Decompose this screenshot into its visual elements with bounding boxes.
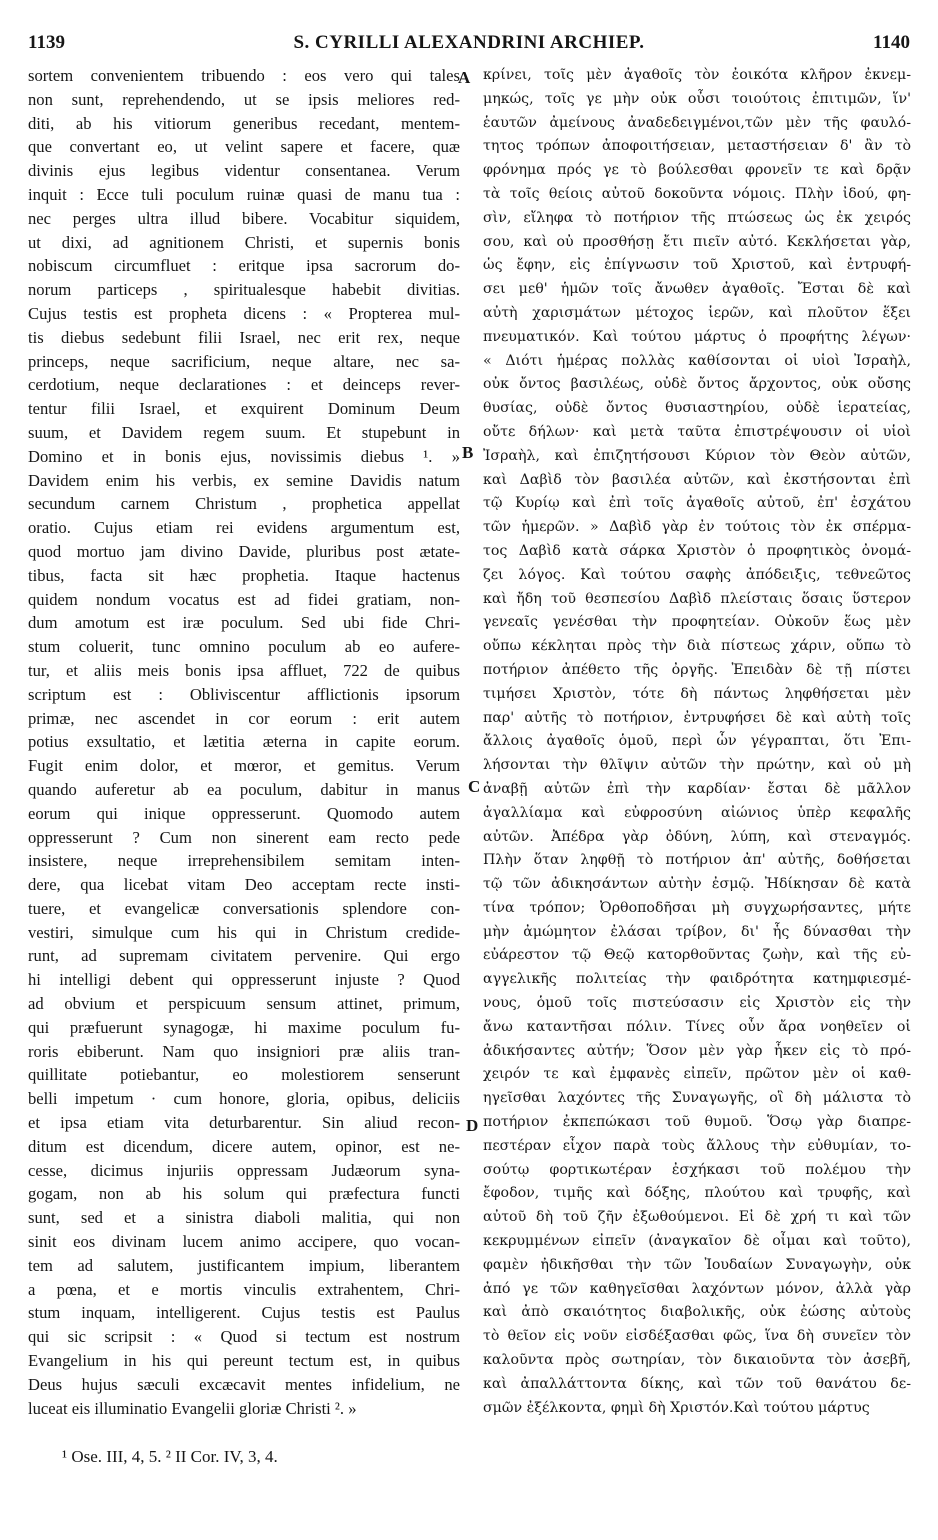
greek-text-line: σου, καὶ οὐ προσθήσῃ ἔτι πιεῖν αὐτό. Κεκλήσεται γὰρ,	[483, 233, 911, 250]
right-column-number: 1140	[873, 32, 910, 53]
greek-text-line: τίνα τρόπον; Ὀρθοποδῆσαι μὴ συγχωρήσαντες, μήτε	[483, 899, 911, 916]
latin-text-line: Evangelium in his qui pereunt tectum est, in quibus	[28, 1351, 460, 1371]
latin-text-line: suum, et Davidem regem suum. Et stupebunt in	[28, 422, 460, 442]
latin-text-line: et ipsa etiam vita deturbarentur. Sin aliud recon-	[28, 1113, 460, 1133]
greek-text-line: κρίνει, τοῖς μὲν ἀγαθοῖς τὸν ἐοικότα κλῆρον ἐκνεμ-	[483, 67, 911, 83]
greek-text-line: ἀδικήσαντες αὐτήν; Ὅσον μὲν γὰρ ἧκεν εἰς τὸ πρό-	[483, 1042, 911, 1059]
latin-text-line: quando auferetur ab ea poculum, dabitur in manus	[28, 779, 460, 799]
latin-text-line: divinis ejus legibus videntur consentanea. Verum	[28, 161, 460, 181]
latin-text-line: Davidem enim his verbis, ex semine Davidis natum	[28, 470, 460, 490]
latin-text-line: tem ad salutem, justificantem impium, liberantem	[28, 1255, 460, 1275]
greek-text-line: κεκρυμμένων εἰπεῖν (ἀναγκαῖον δὲ οἶμαι καὶ τοῦτο),	[483, 1233, 911, 1250]
latin-text-line: Cujus testis est propheta dicens : « Propterea mul-	[28, 303, 460, 323]
latin-text-line: stum coluerit, tunc omnino poculum ab eo aufere-	[28, 637, 460, 657]
latin-text-line: Deus hujus sæculi excæcavit mentes infidelium, ne	[28, 1374, 460, 1394]
latin-text-line: quod mortuo jam divino Davide, pluribus post ætate-	[28, 541, 460, 561]
greek-text-line: εὐάρεστον τῷ Θεῷ κατορθοῦντας ζωὴν, καὶ τῆς εὐ-	[483, 947, 911, 964]
greek-text-line: χειρόν τε καὶ ἐμφανὲς εἰπεῖν, πρῶτον μὲν οἱ καθ-	[483, 1066, 911, 1083]
greek-text-line: πνευματικόν. Καὶ τούτου μάρτυς ὁ προφήτης λέγων·	[483, 328, 911, 345]
latin-text-line: inquit : Ecce tuli poculum ruinæ quasi de manu tua :	[28, 184, 460, 204]
greek-text-line: σει μεθ' ἡμῶν τοῖς ἄνωθεν ἀγαθοῖς. Ἔσται δὲ καὶ	[483, 281, 911, 298]
greek-text-line: οὔπω κέκληται πρὸς τὴν διὰ πίστεως χάριν, οὔπω τὸ	[483, 638, 911, 655]
latin-text-line: tis diebus sedebunt filii Israel, nec erit rex, neque	[28, 327, 460, 347]
greek-text-line: τῷ Κυρίῳ καὶ ἐπὶ τοῖς ἀγαθοῖς αὐτοῦ, ἐπ' ἐσχάτου	[483, 495, 911, 512]
latin-column	[28, 64, 460, 1420]
greek-text-line: ζει λόγος. Καὶ τούτου σαφὴς ἀπόδειξις, τεθνεῶτος	[483, 566, 911, 583]
greek-text-line: σούτῳ φορτικωτέραν ἐσχήκασι τοῦ πολέμου τὴν	[483, 1161, 911, 1178]
greek-text-line: αὐτῶν. Ἀπέδρα γὰρ ὀδύνη, λύπη, καὶ στεναγμός.	[483, 828, 911, 845]
latin-text-line: ad obvium et perspicuum sensum attinet, primum,	[28, 994, 460, 1014]
greek-text-line: αγγελικῆς πολιτείας τὴν φαιδρότητα κατημφιεσμέ-	[483, 971, 911, 988]
running-title: S. CYRILLI ALEXANDRINI ARCHIEP.	[293, 32, 645, 53]
latin-text-line: diti, ab his vitiorum generibus recedant, mentem-	[28, 113, 460, 133]
latin-text-line: princeps, neque sacrificium, neque altare, nec sa-	[28, 351, 460, 371]
greek-text-line: τῶν ἡμερῶν. » Δαβὶδ γὰρ ἐν τούτοις τὸν ἐκ σπέρμα-	[483, 519, 911, 536]
latin-text-line: ut dixi, ad agnitionem Christi, et supernis bonis	[28, 232, 460, 252]
latin-text-line: ditum est dicendum, dicere autem, opinor, est ne-	[28, 1136, 460, 1156]
latin-text-line: tibus, facta sit hæc prophetia. Itaque hactenus	[28, 565, 460, 585]
latin-text-line: quidem nondum vocatus est ad fidei gratiam, non-	[28, 589, 460, 609]
greek-text-line: μηκώς, τοῖς γε μὴν οὐκ οὖσι τοιούτοις ἐπιτιμῶν, ἵν'	[483, 90, 911, 107]
latin-text-line: secundum carnem Christum , prophetica appellat	[28, 494, 460, 514]
latin-text-line: oppresserunt ? Cum non sinerent eam recto pede	[28, 827, 460, 847]
greek-text-line: τὰ τοῖς θείοις αὐτοῦ δοκοῦντα νόμοις. Πλὴν ἰδού, φη-	[483, 185, 911, 202]
latin-text-line: roris ebiberunt. Nam quo insigniori præ aliis tran-	[28, 1041, 460, 1061]
greek-text-line: ὡς ἔφην, εἰς ἐπίγνωσιν τοῦ Χριστοῦ, καὶ ἐντρυφή-	[483, 257, 911, 274]
latin-text-line: sinit eos divinam lucem animo accipere, quo vocan-	[28, 1232, 460, 1252]
latin-text-line: scriptum est : Obliviscentur afflictionis ipsorum	[28, 684, 460, 704]
greek-text-line: καὶ Δαβὶδ τὸν βασιλέα αὐτῶν, καὶ ἐκστήσονται ἐπὶ	[483, 471, 911, 488]
margin-marker-a: A	[458, 68, 471, 87]
greek-text-line: νους, ὁμοῦ τοῖς πιστεύσασιν εἰς Χριστὸν εἰς τὴν	[483, 995, 911, 1012]
greek-text-line: μὴν ἀμώμητον ἐλάσαι τρίβον, δι' ἧς δύνασθαι τὴν	[483, 923, 911, 940]
latin-text-line: a pœna, et e mortis vinculis extrahentem, Chri-	[28, 1279, 460, 1299]
greek-text-line: σὶν, εἴληφα τὸ ποτήριον τῆς πτώσεως ὡς ἐκ χειρός	[483, 209, 911, 226]
latin-text-line: luceat eis illuminatio Evangelii gloriæ Christi ². »	[28, 1398, 357, 1418]
greek-text-line: ποτήριον ἐκπεπώκασι τοῦ θυμοῦ. Ὅσῳ γὰρ διαπρε-	[483, 1114, 911, 1131]
greek-column	[483, 64, 911, 1420]
greek-text-line: Ἰσραὴλ, καὶ ἐπιζητήσουσι Κύριον τὸν Θεὸν αὐτῶν,	[483, 447, 911, 464]
greek-text-line: ἄνω καταντῆσαι πόλιν. Τίνες οὖν ἄρα νοηθεῖεν οἱ	[483, 1018, 911, 1035]
latin-text-line: tur, et aliis meis bonis ipsa affluet, 722 de quibus	[28, 660, 460, 680]
latin-text-line: Fugit enim dolor, et mœror, et gemitus. Verum	[28, 756, 460, 776]
latin-text-line: gogam, non ab his solum qui præfectura functi	[28, 1184, 460, 1204]
latin-text-line: stum inquam, intelligerent. Cujus testis est Paulus	[28, 1303, 460, 1323]
page-header	[28, 28, 910, 62]
greek-text-line: τητος τρόπων ἀποφοιτήσειαν, μεταστήσειαν δ' ἂν τὸ	[483, 138, 911, 155]
latin-text-line: nobiscum circumfluet : eritque ipsa sacrorum do-	[28, 256, 460, 276]
margin-marker-c: C	[468, 777, 481, 796]
greek-text-line: τιμήσει Χριστὸν, τότε δὴ πάντως ληφθήσεται μὲν	[483, 685, 911, 702]
latin-text-line: nec perges ultra illud bibere. Vocabitur siquidem,	[28, 208, 460, 228]
margin-marker-d: D	[466, 1116, 479, 1135]
latin-text-line: dere, qua licebat vitam Deo acceptam recte insti-	[28, 875, 460, 895]
greek-text-line: ἑαυτῶν ἀμείνους ἀναδεδειγμένοι,τῶν μὲν τῆς φαυλό-	[483, 114, 911, 131]
greek-text-line: πεστέραν εἶχον παρὰ τοὺς ἄλλους τὴν εὐθυμίαν, το-	[483, 1137, 911, 1154]
greek-text-line: τῷ τῶν ἀδικησάντων αὐτὴν ἐσμῷ. Ἠδίκησαν δὲ κατὰ	[483, 876, 911, 893]
latin-text-line: sunt, sed et a sinistra diaboli malitia, qui non	[28, 1208, 460, 1228]
greek-text-line: καὶ ἀπὸ σκαιότητος διαβολικῆς, οὐκ ἐώσης αὐτοὺς	[483, 1304, 911, 1321]
latin-text-line: dum amotum est iræ poculum. Sed ubi fide Chri-	[28, 613, 460, 633]
latin-text-line: vestiri, simulque cum his qui in Christum credide-	[28, 922, 460, 942]
latin-text-line: que convertant eo, ut velint sapere et facere, quæ	[28, 137, 460, 157]
greek-text-line: ἀγαλλίαμα καὶ εὐφροσύνη αἰώνιος ὑπὲρ κεφαλῆς	[483, 804, 911, 821]
greek-text-line: ἀπό γε τῶν καθηγεῖσθαι λαχόντων μόνον, ἀλλὰ γὰρ	[483, 1280, 911, 1297]
latin-text-line: potius exsultatio, et lætitia æterna in capite eorum.	[28, 732, 460, 752]
greek-text-line: αὐτὴ χαρισμάτων μέτοχος ἱερῶν, καὶ πλοῦτον ἕξει	[483, 304, 911, 321]
left-column-number: 1139	[28, 32, 65, 53]
latin-text-line: non sunt, reprehendendo, ut se ipsis meliores red-	[28, 89, 460, 109]
greek-text-line: παρ' αὐτῆς τὸ ποτήριον, ἐντρυφήσει δὲ καὶ αὐτὴ τοῖς	[483, 709, 911, 726]
greek-text-line: λήσονται τὴν θλῖψιν αὐτῶν τὴν πρώτην, καὶ οὐ μὴ	[483, 757, 911, 774]
margin-marker-b: B	[462, 443, 474, 462]
latin-text-line: belli impetum · cum honore, gloria, opibus, deliciis	[28, 1089, 460, 1109]
latin-text-line: cesse, dicimus injuriis oppressam Judæorum syna-	[28, 1160, 460, 1180]
latin-text-line: tuere, et evangelicæ conversationis splendore con-	[28, 898, 460, 918]
greek-text-line: καλοῦντα πρὸς σωτηρίαν, τὸν δικαιοῦντα τὸν ἀσεβῆ,	[483, 1352, 911, 1369]
latin-text-line: tentur filii Israel, et exquirent Dominum Deum	[28, 399, 460, 419]
latin-text-line: eorum qui inique oppresserunt. Quomodo autem	[28, 803, 460, 823]
greek-text-line: τὸ θεῖον εἰς νοῦν εἰσδέξασθαι φῶς, ἵνα δὴ συνεῖεν τὸν	[483, 1328, 911, 1345]
greek-text-line: τος Δαβὶδ κατὰ σάρκα Χριστὸν ὁ προφητικὸς ὀνομά-	[483, 542, 911, 559]
latin-text-line: quillitate potiebantur, eo molestiorem senserunt	[28, 1065, 460, 1085]
greek-text-line: ἀναβῇ αὐτῶν ἐπὶ τὴν καρδίαν· ἔσται δὲ μᾶλλον	[483, 780, 911, 797]
latin-text-line: norum particeps , spiritualesque habebit divitias.	[28, 280, 460, 300]
latin-text-line: cerdotium, neque declarationes : et deinceps rever-	[28, 375, 460, 395]
greek-text-line: γενεαῖς γενέσθαι τὴν προφητείαν. Οὐκοῦν ἕως μὲν	[483, 614, 911, 631]
greek-text-line: ποτήριον ἀπέθετο τῆς ὀργῆς. Ἐπειδὰν δὲ τῇ πίστει	[483, 661, 911, 678]
greek-text-line: φρόνημα πρός γε τὸ βούλεσθαι φρονεῖν τε καὶ δρᾷν	[483, 162, 911, 179]
latin-text-line: primæ, nec ascendet in cor eorum : erit autem	[28, 708, 460, 728]
footnotes: ¹ Ose. III, 4, 5. ² II Cor. IV, 3, 4.	[62, 1447, 278, 1466]
greek-text-line: θυσίας, οὐδὲ ὄντος θυσιαστηρίου, οὐδὲ ἱερατείας,	[483, 400, 911, 417]
latin-text-line: hi intelligi debent qui oppresserunt injuste ? Quod	[28, 970, 460, 990]
greek-text-line: οὐκ ὄντος βασιλέως, οὐδὲ ὄντος ἄρχοντος, οὐκ οὔσης	[483, 376, 911, 393]
greek-text-line: φαμὲν ἠδικῆσθαι τὴν τῶν Ἰουδαίων Συναγωγὴν, οὐκ	[483, 1256, 911, 1273]
greek-text-line: καὶ ἀπαλλάττοντα δίκης, καὶ τῶν τοῦ θανάτου δε-	[483, 1375, 911, 1392]
greek-text-line: σμῶν ἐξέλκοντα, φημὶ δὴ Χριστόν.Καὶ τούτου μάρτυς	[483, 1399, 870, 1416]
latin-text-line: oratio. Cujus etiam rei evidens argumentum est,	[28, 518, 460, 538]
latin-text-line: sortem convenientem tribuendo : eos vero qui tales	[28, 66, 460, 85]
greek-text-line: « Διότι ἡμέρας πολλὰς καθίσονται οἱ υἱοὶ Ἰσραὴλ,	[483, 352, 911, 369]
greek-text-line: αὐτοῦ δὴ τοῦ ζῆν ἐξωθούμενοι. Εἰ δὲ χρή τι καὶ τῶν	[483, 1209, 911, 1226]
latin-text-line: qui præfuerunt synagogæ, hi maxime poculum fu-	[28, 1017, 460, 1037]
greek-text-line: οὔτε δήλων· καὶ μετὰ ταῦτα ἐπιστρέψουσιν οἱ υἱοὶ	[483, 423, 911, 440]
greek-text-line: ἄλλοις ἀγαθοῖς ὁμοῦ, περὶ ὧν γέγραπται, ὅτι Ἐπι-	[483, 733, 911, 750]
greek-text-line: ηγεῖσθαι λαχόντες τῆς Συναγωγῆς, οἳ δὴ μάλιστα τὸ	[483, 1090, 911, 1107]
latin-text-line: qui sic scripsit : « Quod si tectum est nostrum	[28, 1327, 460, 1347]
latin-text-line: runt, ad supremam civitatem pervenire. Qui ergo	[28, 946, 460, 966]
latin-text-line: Domino et in bonis ejus, novissimis diebus ¹. »	[28, 446, 460, 466]
latin-text-line: insistere, neque irreprehensibilem semitam inten-	[28, 851, 460, 871]
greek-text-line: Πλὴν ὅταν ληφθῇ τὸ ποτήριον ἀπ' αὐτῆς, δοθήσεται	[483, 852, 911, 869]
greek-text-line: ἔφοδον, τιμῆς καὶ δόξης, πλούτου καὶ τρυφῆς, καὶ	[483, 1185, 911, 1202]
greek-text-line: καὶ ἤδη τοῦ θεσπεσίου Δαβὶδ πλείσταις ὅσαις ὕστερον	[483, 590, 911, 607]
